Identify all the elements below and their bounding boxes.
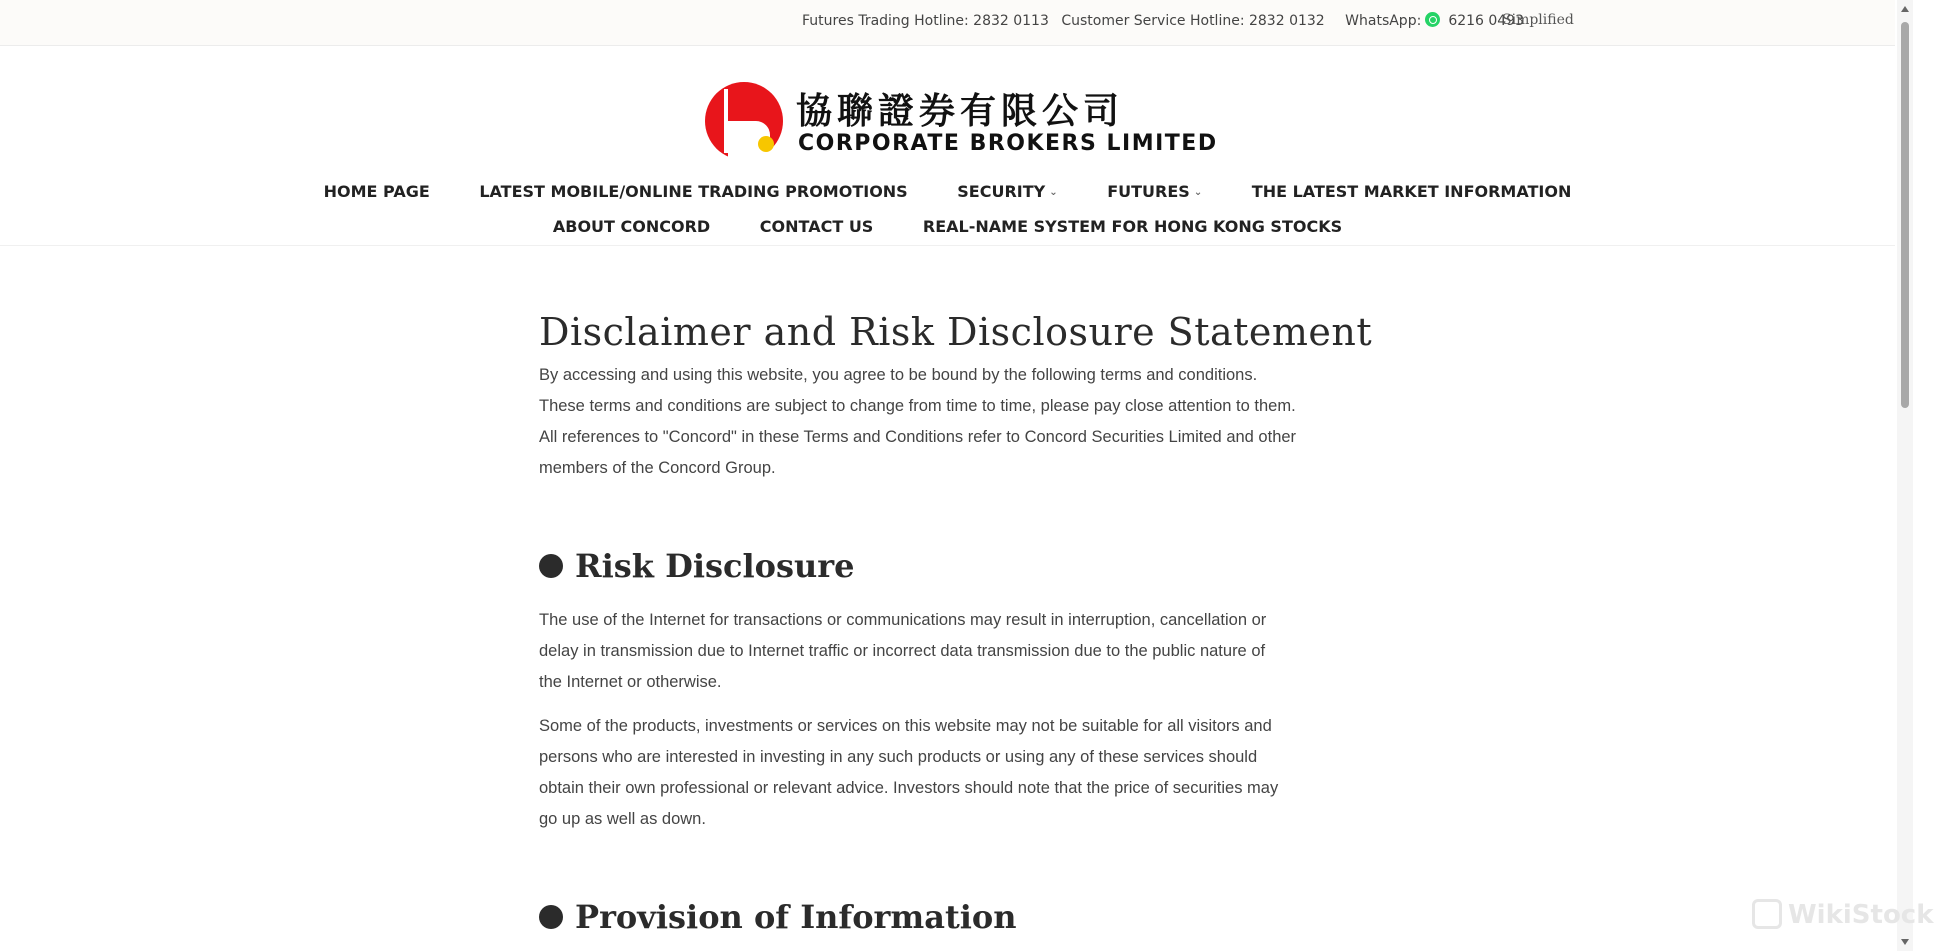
text-line: The use of the Internet for transactions or communications may result in interruption, cancellation or	[539, 611, 1267, 629]
top-bar	[0, 0, 1895, 46]
nav-real-name-system[interactable]: REAL-NAME SYSTEM FOR HONG KONG STOCKS	[922, 217, 1343, 236]
scroll-up-arrow-icon[interactable]	[1901, 6, 1909, 12]
text-line: the Internet or otherwise.	[539, 673, 722, 691]
customer-hotline	[1061, 13, 1332, 29]
text-line: delay in transmission due to Internet traffic or incorrect data transmission due to the public nature of	[539, 642, 1266, 660]
logo-mark-icon	[704, 81, 784, 161]
hotlines	[802, 12, 1532, 29]
intro-line: members of the Concord Group.	[539, 459, 776, 477]
nav-futures[interactable]	[1107, 182, 1202, 201]
logo-english-name: CORPORATE BROKERS LIMITED	[798, 131, 1218, 156]
page-title: Disclaimer and Risk Disclosure Statement	[539, 310, 1373, 354]
language-switch[interactable]: Simplified	[1502, 12, 1574, 28]
whatsapp-number[interactable]: 6216 0493	[1448, 13, 1525, 29]
nav-about[interactable]: ABOUT CONCORD	[552, 217, 711, 236]
logo-chinese-name: 協聯證券有限公司	[796, 91, 1125, 132]
site-logo[interactable]	[704, 81, 1218, 161]
whatsapp-icon[interactable]	[1425, 12, 1440, 27]
risk-paragraph-2	[539, 711, 1359, 835]
chevron-down-icon: ⌄	[1049, 187, 1058, 198]
risk-paragraph-1	[539, 605, 1359, 698]
nav-security[interactable]	[957, 182, 1057, 201]
nav-promotions[interactable]: LATEST MOBILE/ONLINE TRADING PROMOTIONS	[479, 182, 908, 201]
nav-futures-label: FUTURES	[1107, 182, 1190, 201]
main-nav-row-2	[0, 217, 1895, 236]
text-line: persons who are interested in investing in any such products or using any of these services should	[539, 748, 1258, 766]
nav-contact[interactable]: CONTACT US	[759, 217, 874, 236]
watermark-logo-icon	[1752, 899, 1782, 929]
scroll-down-arrow-icon[interactable]	[1901, 939, 1909, 945]
intro-line: These terms and conditions are subject to change from time to time, please pay close attention to them.	[539, 397, 1296, 415]
futures-hotline: Futures Trading Hotline: 2832 0113	[802, 13, 1049, 29]
whatsapp-label: WhatsApp:	[1345, 13, 1422, 29]
section-heading-text: Risk Disclosure	[575, 547, 855, 585]
text-line: go up as well as down.	[539, 810, 706, 828]
intro-line: All references to "Concord" in these Terms and Conditions refer to Concord Securities Limited and other	[539, 428, 1297, 446]
watermark-text: WikiStock	[1788, 900, 1934, 930]
text-line: obtain their own professional or relevant advice. Investors should note that the price of securities may	[539, 779, 1279, 797]
page-scrollbar[interactable]	[1897, 0, 1913, 951]
site-header	[0, 46, 1895, 246]
section-heading-text: Provision of Information	[575, 898, 1017, 936]
section-heading-risk-disclosure	[539, 547, 1359, 585]
intro-paragraph	[539, 360, 1359, 484]
scrollbar-thumb[interactable]	[1901, 22, 1909, 408]
watermark	[1752, 899, 1934, 930]
section-heading-provision-of-information	[539, 898, 1359, 936]
bullet-icon	[539, 905, 563, 929]
text-line: Some of the products, investments or services on this website may not be suitable for all visitors and	[539, 717, 1272, 735]
chevron-down-icon: ⌄	[1193, 187, 1203, 198]
customer-hotline-text: Customer Service Hotline: 2832 0132	[1061, 13, 1325, 29]
nav-market-info[interactable]: THE LATEST MARKET INFORMATION	[1251, 182, 1572, 201]
bullet-icon	[539, 554, 563, 578]
nav-home[interactable]: HOME PAGE	[323, 182, 430, 201]
nav-security-label: SECURITY	[957, 182, 1046, 201]
main-nav-row-1	[0, 182, 1895, 201]
intro-line: By accessing and using this website, you agree to be bound by the following terms and conditions.	[539, 366, 1258, 384]
main-content	[539, 246, 1373, 936]
